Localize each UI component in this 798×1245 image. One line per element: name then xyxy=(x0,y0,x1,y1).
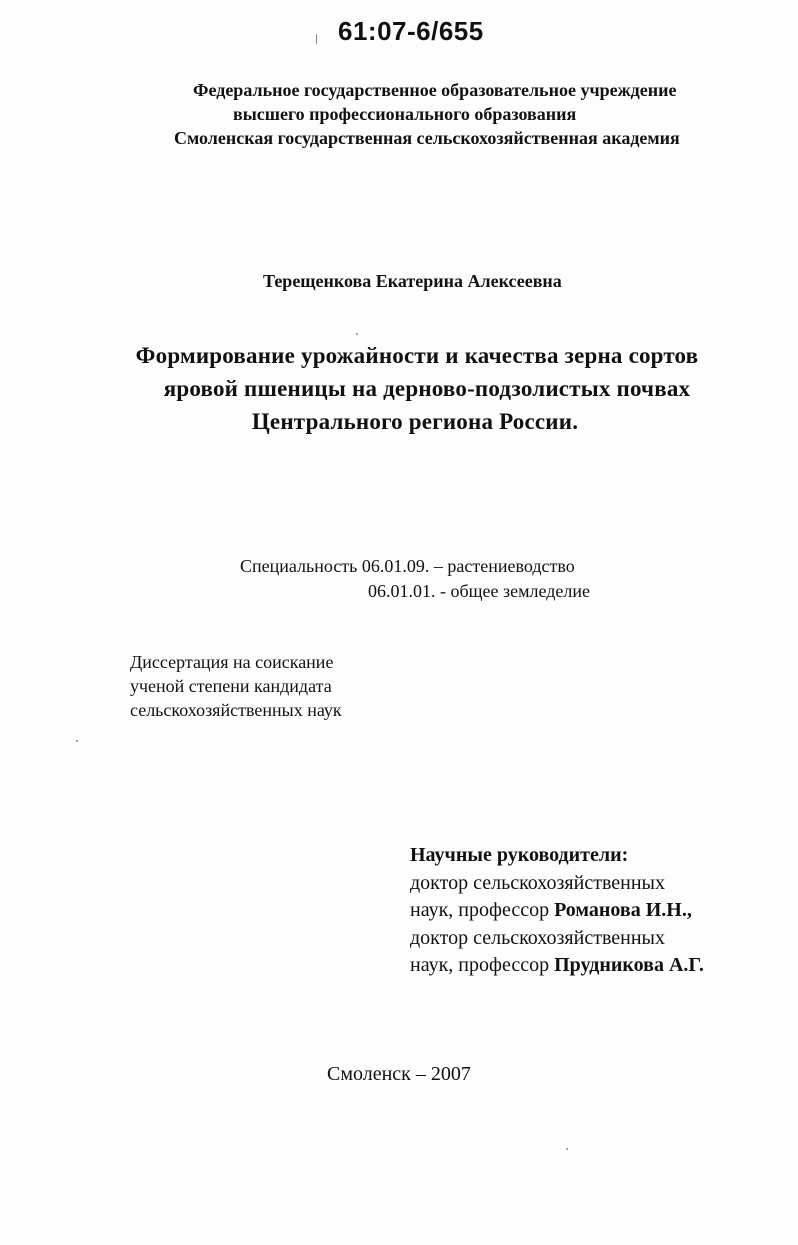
supervisor-1-rank: наук, профессор xyxy=(410,899,555,921)
institution-line-1: Федеральное государственное образовательное учреждение xyxy=(193,80,677,100)
scan-speck xyxy=(76,740,78,742)
supervisor-1-name: Романова И.Н., xyxy=(554,899,692,921)
dissertation-line-1: Диссертация на соискание xyxy=(130,652,334,672)
specialty-line-2: 06.01.01. - общее земледелие xyxy=(368,581,590,601)
supervisor-1-rank-name xyxy=(410,899,692,922)
scan-speck xyxy=(316,34,317,44)
dissertation-line-2: ученой степени кандидата xyxy=(130,676,332,696)
supervisor-1-degree: доктор сельскохозяйственных xyxy=(410,872,665,894)
title-line-1: Формирование урожайности и качества зерна сортов xyxy=(135,343,699,368)
catalog-number: 61:07-6/655 xyxy=(338,16,484,46)
scan-speck xyxy=(356,333,358,335)
supervisor-2-rank-name xyxy=(410,954,704,977)
dissertation-line-3: сельскохозяйственных наук xyxy=(130,700,342,720)
specialty-line-1: Специальность 06.01.09. – растениеводство xyxy=(240,556,575,576)
institution-line-3: Смоленская государственная сельскохозяйственная академия xyxy=(174,128,680,148)
title-line-2: яровой пшеницы на дерново-подзолистых почвах xyxy=(163,376,691,401)
supervisor-2-name: Прудникова А.Г. xyxy=(554,954,704,976)
title-line-3: Центрального региона России. xyxy=(251,409,579,434)
supervisor-2-rank: наук, профессор xyxy=(410,954,555,976)
supervisor-2-degree: доктор сельскохозяйственных xyxy=(410,927,665,949)
scan-speck xyxy=(566,1148,568,1150)
author-name: Терещенкова Екатерина Алексеевна xyxy=(263,271,562,291)
city-year: Смоленск – 2007 xyxy=(327,1063,471,1085)
institution-line-2: высшего профессионального образования xyxy=(233,104,577,124)
supervisors-heading: Научные руководители: xyxy=(410,844,629,866)
